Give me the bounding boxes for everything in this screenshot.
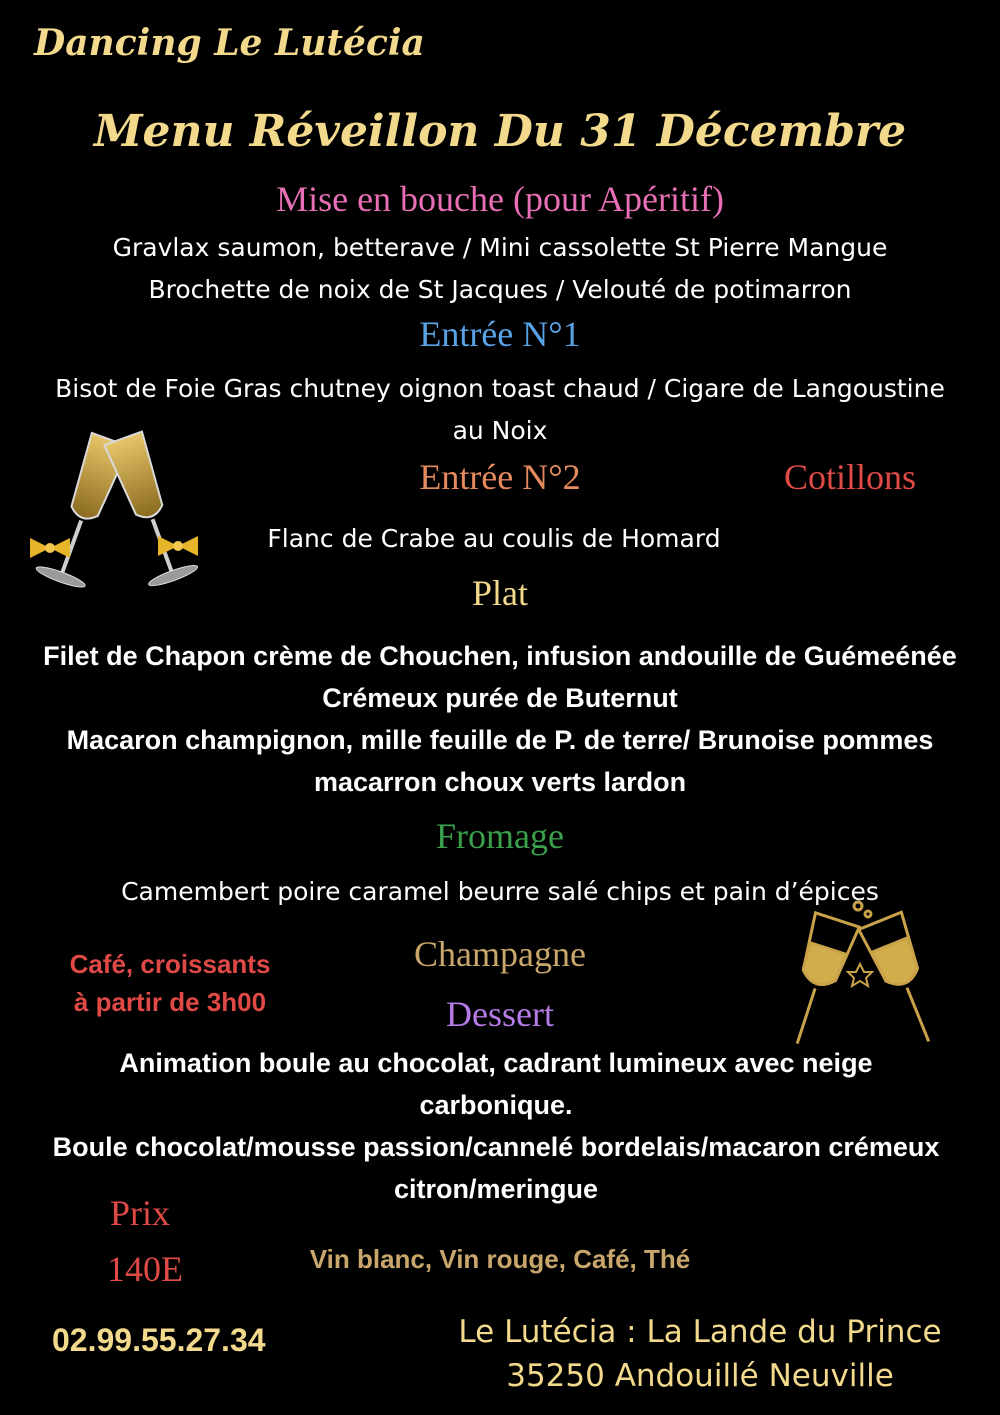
- plat-line-1: Filet de Chapon crème de Chouchen, infusion andouille de Guémeénée: [43, 641, 957, 671]
- price-value: 140E: [107, 1249, 183, 1289]
- phone-number: 02.99.55.27.34: [52, 1322, 266, 1358]
- cotillons-label: Cotillons: [783, 457, 917, 497]
- entree1-line-2: au Noix: [452, 416, 548, 445]
- dessert-line-4: citron/meringue: [393, 1174, 599, 1204]
- cafe-line-1: Café, croissants: [69, 949, 271, 979]
- plat-heading: Plat: [471, 573, 528, 613]
- plat-line-3: Macaron champignon, mille feuille de P. de terre/ Brunoise pommes: [66, 725, 934, 755]
- plat-line-4: macarron choux verts lardon: [313, 767, 687, 797]
- mise-en-bouche-line-1: Gravlax saumon, betterave / Mini cassolette St Pierre Mangue: [112, 233, 888, 262]
- cafe-line-2: à partir de 3h00: [73, 987, 267, 1017]
- plat-line-2: Crémeux purée de Buternut: [322, 683, 678, 713]
- mise-en-bouche-heading: Mise en bouche (pour Apéritif): [276, 179, 724, 219]
- dessert-line-2: carbonique.: [419, 1090, 573, 1120]
- entree2-line-1: Flanc de Crabe au coulis de Homard: [267, 524, 721, 553]
- dessert-line-3: Boule chocolat/mousse passion/cannelé bordelais/macaron crémeux: [52, 1132, 940, 1162]
- fromage-line-1: Camembert poire caramel beurre salé chips et pain d’épices: [121, 877, 879, 906]
- mise-en-bouche-line-2: Brochette de noix de St Jacques / Velouté de potimarron: [148, 275, 852, 304]
- menu-title: Menu Réveillon Du 31 Décembre: [93, 106, 907, 157]
- price-label: Prix: [109, 1193, 170, 1233]
- address-line-2: 35250 Andouillé Neuville: [506, 1358, 894, 1394]
- entree1-heading: Entrée N°1: [419, 314, 581, 354]
- entree2-heading: Entrée N°2: [419, 457, 581, 497]
- venue-title: Dancing Le Lutécia: [34, 22, 425, 64]
- dessert-line-1: Animation boule au chocolat, cadrant lumineux avec neige: [119, 1048, 873, 1078]
- champagne-heading: Champagne: [414, 934, 586, 974]
- address-line-1: Le Lutécia : La Lande du Prince: [458, 1314, 942, 1350]
- entree1-line-1: Bisot de Foie Gras chutney oignon toast chaud / Cigare de Langoustine: [55, 374, 945, 403]
- dessert-heading: Dessert: [446, 994, 554, 1034]
- fromage-heading: Fromage: [436, 816, 564, 856]
- drinks-line: Vin blanc, Vin rouge, Café, Thé: [309, 1244, 691, 1274]
